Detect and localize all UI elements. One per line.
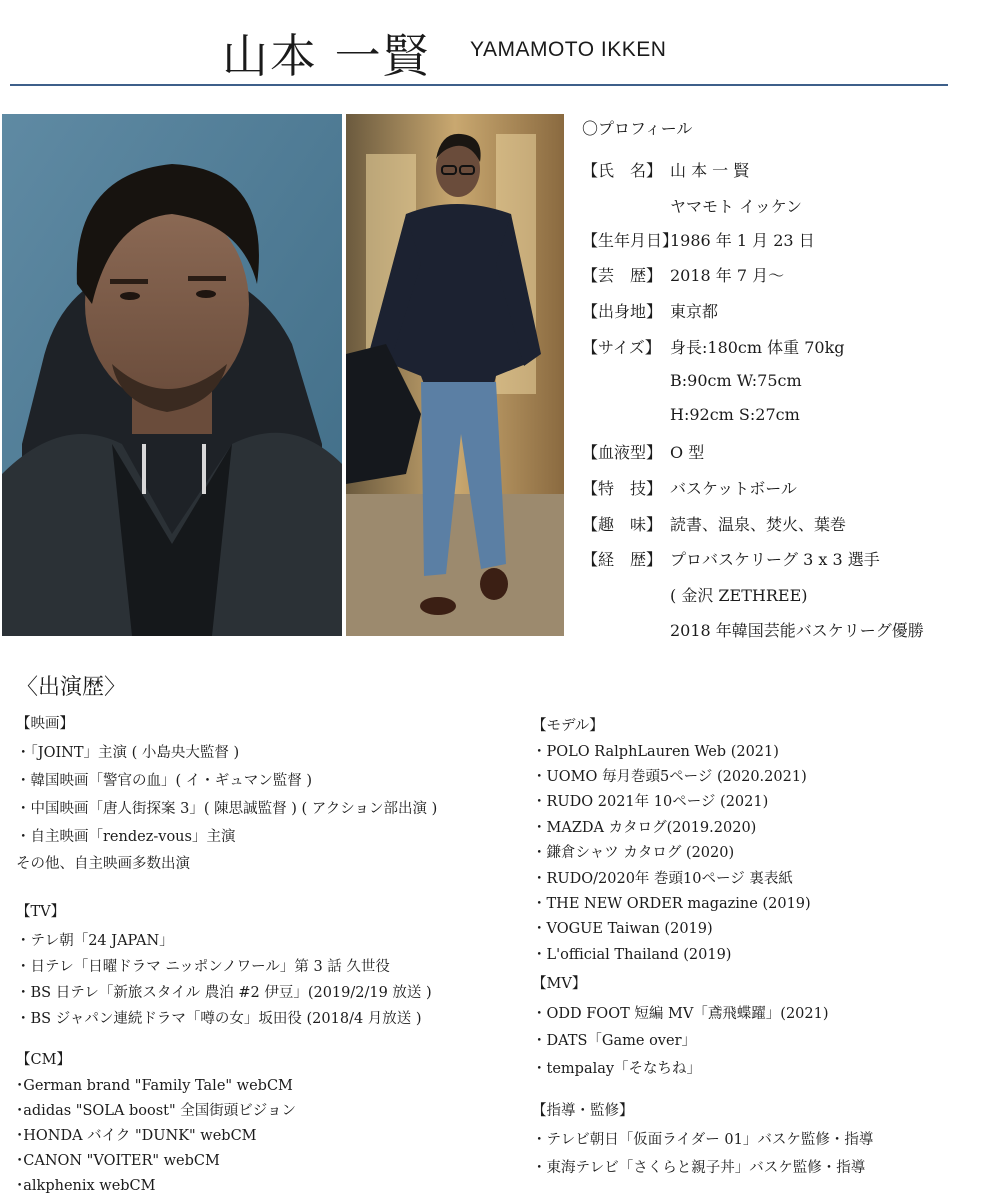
profile-value-extra: H:92cm S:27cm: [670, 405, 800, 424]
profile-value-extra: B:90cm W:75cm: [670, 371, 802, 390]
name-japanese: 山本 一賢: [222, 29, 431, 83]
profile-heading: 〇プロフィール: [582, 119, 693, 138]
profile-value: バスケットボール: [670, 479, 797, 498]
profile-value-extra: ヤマモト イッケン: [670, 197, 802, 216]
profile-label: 【芸 歴】: [582, 266, 663, 285]
profile-value: 2018 年 7 月～: [670, 266, 785, 285]
page-header: [0, 0, 981, 90]
list-item: ・テレ朝「24 JAPAN」: [16, 933, 174, 949]
list-item: ・RUDO 2021年 10ページ (2021): [532, 794, 769, 810]
list-item: ・UOMO 毎月巻頭5ページ (2020.2021): [532, 769, 807, 785]
list-item: ･alkphenix webCM: [16, 1178, 156, 1194]
profile-label: 【生年月日】: [582, 231, 679, 250]
profile-value: 東京都: [670, 302, 719, 321]
list-item: ･adidas "SOLA boost" 全国街頭ビジョン: [16, 1103, 296, 1119]
list-item: その他、自主映画多数出演: [16, 856, 190, 872]
list-item: ・東海テレビ「さくらと親子丼」バスケ監修・指導: [532, 1160, 866, 1176]
list-item: ・POLO RalphLauren Web (2021): [532, 744, 779, 760]
header-divider: [10, 84, 948, 86]
list-item: ・MAZDA カタログ(2019.2020): [532, 820, 757, 836]
full-body-photo-icon: [346, 114, 564, 636]
list-item: ・L'official Thailand (2019): [532, 947, 732, 963]
list-item: ・DATS「Game over」: [532, 1033, 697, 1049]
profile-value: 山 本 一 賢: [670, 161, 750, 180]
career-section-title: 〈出演歴〉: [16, 675, 127, 700]
list-item: ・tempalay「そなちね」: [532, 1061, 702, 1077]
category-film: 【映画】: [16, 716, 74, 732]
list-item: ・日テレ「日曜ドラマ ニッポンノワール」第 3 話 久世役: [16, 959, 390, 975]
profile-value-extra: 2018 年韓国芸能バスケリーグ優勝: [670, 621, 924, 640]
profile-value-extra: ( 金沢 ZETHREE): [670, 586, 808, 605]
list-item: ・RUDO/2020年 巻頭10ページ 裏表紙: [532, 871, 793, 887]
profile-label: 【経 歴】: [582, 550, 663, 569]
list-item: ・テレビ朝日「仮面ライダー 01」バスケ監修・指導: [532, 1132, 874, 1148]
profile-value: 読書、温泉、焚火、葉巻: [670, 515, 847, 534]
list-item: ・自主映画「rendez-vous」主演: [16, 829, 236, 845]
profile-value: プロバスケリーグ 3 x 3 選手: [670, 550, 880, 569]
list-item: ・中国映画「唐人街探案 3」( 陳思誠監督 ) ( アクション部出演 ): [16, 801, 438, 817]
profile-label: 【血液型】: [582, 443, 663, 462]
profile-value: 1986 年 1 月 23 日: [670, 231, 815, 250]
list-item: ・THE NEW ORDER magazine (2019): [532, 896, 811, 912]
category-cm: 【CM】: [16, 1052, 71, 1068]
portrait-hoodie-photo: [2, 114, 342, 636]
profile-label: 【サイズ】: [582, 338, 661, 357]
profile-label: 【特 技】: [582, 479, 663, 498]
portrait-photo-icon: [2, 114, 342, 636]
full-body-walking-photo: [346, 114, 564, 636]
profile-label: 【趣 味】: [582, 515, 663, 534]
list-item: ・鎌倉シャツ カタログ (2020): [532, 845, 735, 861]
category-model: 【モデル】: [532, 718, 604, 734]
list-item: ・ODD FOOT 短編 MV「鳶飛蝶躍」(2021): [532, 1006, 829, 1022]
category-tv: 【TV】: [16, 904, 66, 920]
list-item: ・韓国映画「警官の血」( イ・ギュマン監督 ): [16, 773, 313, 789]
list-item: ・「JOINT」主演 ( 小島央大監督 ): [16, 745, 240, 761]
list-item: ・VOGUE Taiwan (2019): [532, 921, 713, 937]
profile-value: O 型: [670, 443, 705, 462]
list-item: ・BS 日テレ「新旅スタイル 農泊 #2 伊豆」(2019/2/19 放送 ): [16, 985, 432, 1001]
category-coaching: 【指導・監修】: [532, 1103, 634, 1119]
category-mv: 【MV】: [532, 976, 587, 992]
list-item: ・BS ジャパン連続ドラマ「噂の女」坂田役 (2018/4 月放送 ): [16, 1011, 422, 1027]
profile-label: 【出身地】: [582, 302, 663, 321]
profile-label: 【氏 名】: [582, 161, 663, 180]
list-item: ･HONDA バイク "DUNK" webCM: [16, 1128, 257, 1144]
profile-value: 身長:180cm 体重 70kg: [670, 338, 845, 357]
name-english: YAMAMOTO IKKEN: [470, 38, 667, 61]
list-item: ･CANON "VOITER" webCM: [16, 1153, 220, 1169]
list-item: ･German brand "Family Tale" webCM: [16, 1078, 293, 1094]
